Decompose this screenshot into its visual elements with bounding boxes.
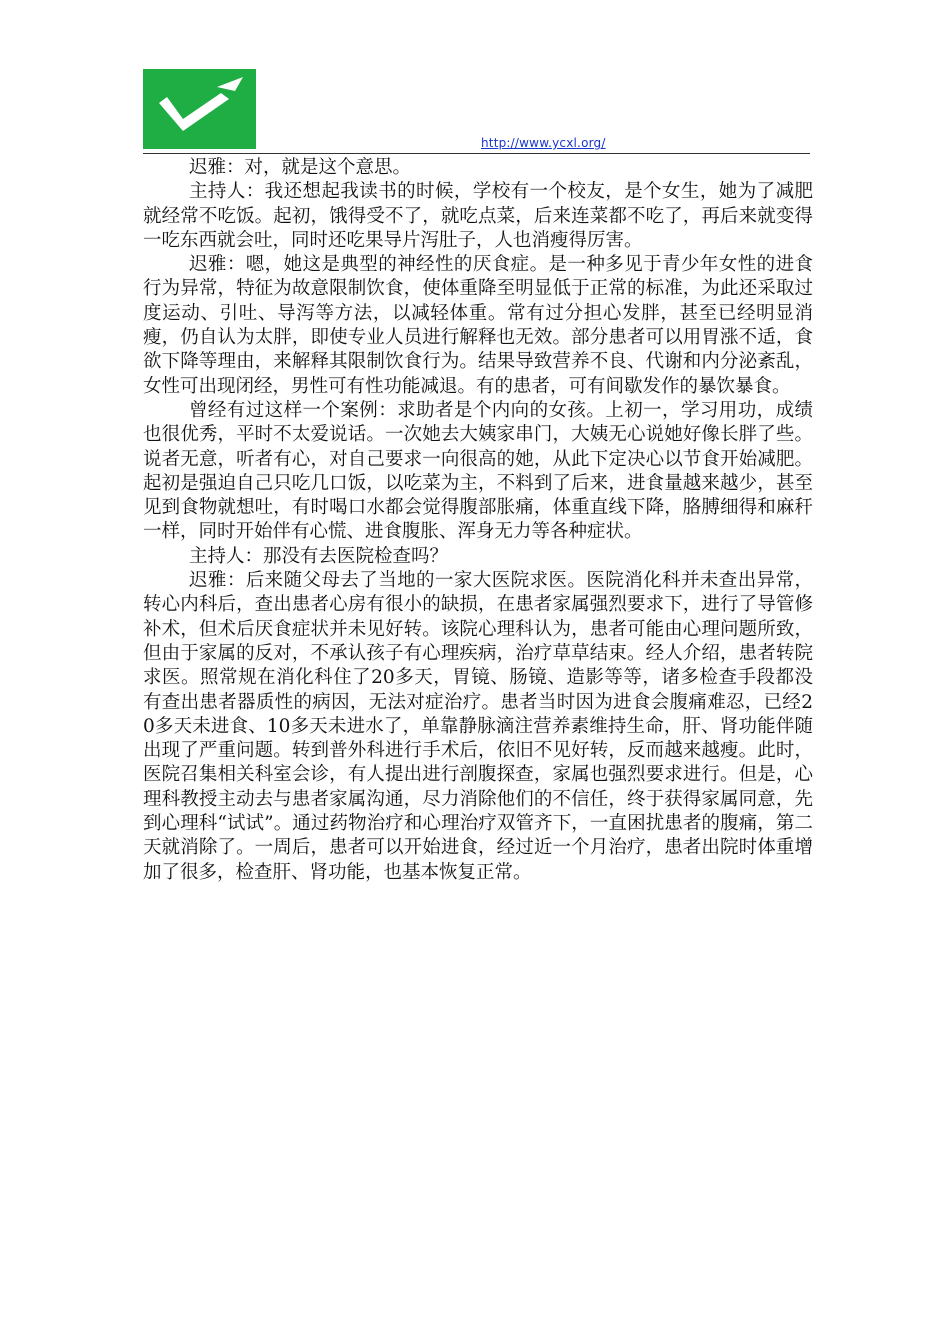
paragraph-1: 迟雅：对，就是这个意思。 bbox=[189, 157, 412, 178]
paragraph-6: 迟雅：后来随父母去了当地的一家大医院求医。医院消化科并未查出异常，转心内科后，查出患者心房有很小的缺损，在患者家属强烈要求下，进行了导管修补术，但术后厌食症状并未见好转。该院心理科认为，患者可能由心理问题所致，但由于家属的反对，不承认孩子有心理疾病，治疗草草结束。经人介绍，患者转院求医。照常规在消化科住了20多天，胃镜、肠镜、造影等等，诸多检查手段都没有查出患者器质性的病因，无法对症治疗。患者当时因为进食会腹痛难忍，已经20多天未进食、10多天未进水了，单靠静脉滴注营养素维持生命，肝、肾功能伴随出现了严重问题。转到普外科进行手术后，依旧不见好转，反而越来越瘦。此时，医院召集相关科室会诊，有人提出进行剖腹探查，家属也强烈要求进行。但是，心理科教授主动去与患者家属沟通，尽力消除他们的不信任，终于获得家属同意，先到心理科“试试”。通过药物治疗和心理治疗双管齐下，一直困扰患者的腹痛，第二天就消除了。一周后，患者可以开始进食，经过近一个月治疗，患者出院时体重增加了很多，检查肝、肾功能，也基本恢复正常。 bbox=[143, 570, 813, 883]
paragraph-3: 迟雅：嗯，她这是典型的神经性的厌食症。是一种多见于青少年女性的进食行为异常，特征为故意限制饮食，使体重降至明显低于正常的标准，为此还采取过度运动、引吐、导泻等方法，以减轻体重。常有过分担心发胖，甚至已经明显消瘦，仍自认为太胖，即使专业人员进行解释也无效。部分患者可以用胃涨不适，食欲下降等理由，来解释其限制饮食行为。结果导致营养不良、代谢和内分泌紊乱，女性可出现闭经，男性可有性功能减退。有的患者，可有间歇发作的暴饮暴食。 bbox=[143, 254, 813, 397]
header-divider bbox=[143, 153, 810, 154]
paragraph-4: 曾经有过这样一个案例：求助者是个内向的女孩。上初一，学习用功，成绩也很优秀，平时不太爱说话。一次她去大姨家串门，大姨无心说她好像长胖了些。说者无意，听者有心，对自己要求一向很高的她，从此下定决心以节食开始减肥。起初是强迫自己只吃几口饭，以吃菜为主，不料到了后来，进食量越来越少，甚至见到食物就想吐，有时喝口水都会觉得腹部胀痛，体重直线下降，胳膊细得和麻秆一样，同时开始伴有心慌、进食腹胀、浑身无力等各种症状。 bbox=[143, 399, 813, 543]
article-body bbox=[143, 156, 813, 885]
page-header bbox=[143, 69, 810, 155]
site-logo bbox=[143, 69, 256, 149]
site-url-link[interactable]: http://www.ycxl.org/ bbox=[481, 136, 606, 150]
paragraph-2: 主持人：我还想起我读书的时候，学校有一个校友，是个女生，她为了减肥就经常不吃饭。起初，饿得受不了，就吃点菜，后来连菜都不吃了，再后来就变得一吃东西就会吐，同时还吃果导片泻肚子，人也消瘦得厉害。 bbox=[143, 181, 813, 251]
paragraph-5: 主持人：那没有去医院检查吗？ bbox=[189, 545, 449, 567]
green-check-logo-icon bbox=[143, 69, 256, 149]
